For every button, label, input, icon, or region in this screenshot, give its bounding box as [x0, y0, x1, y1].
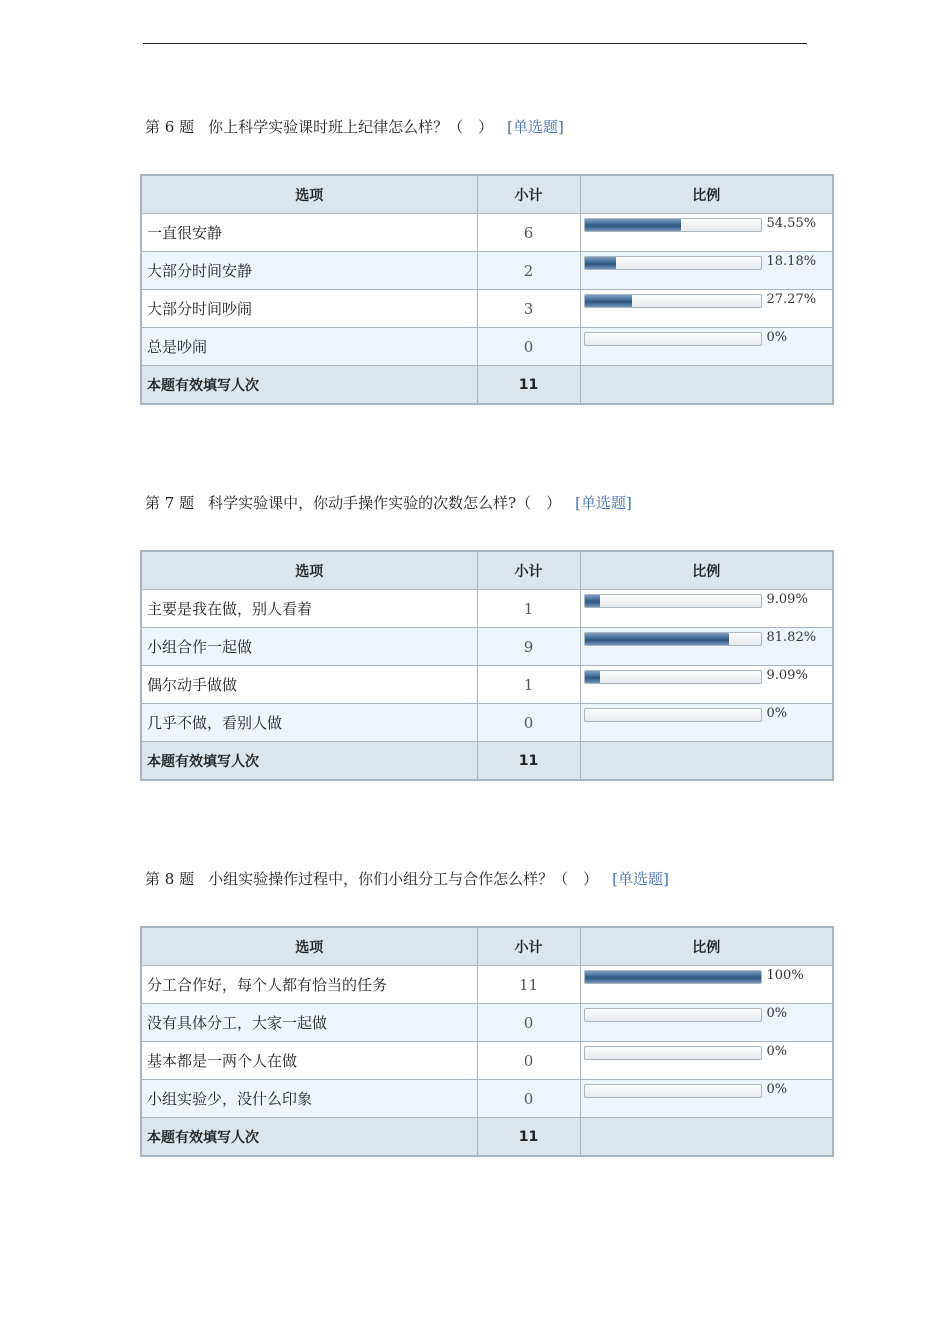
ratio-bar — [584, 294, 762, 308]
ratio-bar — [584, 632, 762, 646]
question-block — [140, 492, 834, 770]
table-header-row — [141, 551, 833, 590]
total-count: 11 — [477, 366, 580, 405]
option-label: 分工合作好，每个人都有恰当的任务 — [141, 966, 477, 1004]
option-label: 大部分时间吵闹 — [141, 290, 477, 328]
table-row — [141, 252, 833, 290]
ratio-bar — [584, 1084, 762, 1098]
ratio-cell — [580, 666, 833, 704]
total-row — [141, 742, 833, 781]
ratio-bar-fill — [585, 295, 633, 307]
header-ratio: 比例 — [580, 927, 833, 966]
ratio-bar — [584, 594, 762, 608]
results-table — [140, 550, 834, 781]
ratio-percent: 0% — [766, 330, 788, 345]
total-empty-cell — [580, 742, 833, 781]
header-ratio: 比例 — [580, 175, 833, 214]
header-count: 小计 — [477, 551, 580, 590]
option-label: 大部分时间安静 — [141, 252, 477, 290]
ratio-bar-fill — [585, 257, 617, 269]
option-count: 0 — [477, 1042, 580, 1080]
ratio-cell — [580, 1080, 833, 1118]
ratio-bar-fill — [585, 971, 761, 983]
option-label: 小组合作一起做 — [141, 628, 477, 666]
results-table — [140, 174, 834, 405]
total-label: 本题有效填写人次 — [141, 742, 477, 781]
ratio-bar-fill — [585, 671, 601, 683]
question-text: 你上科学实验课时班上纪律怎么样？（ ） — [208, 118, 494, 136]
question-block — [140, 868, 834, 1146]
table-row — [141, 704, 833, 742]
option-label: 主要是我在做，别人看着 — [141, 590, 477, 628]
table-row — [141, 966, 833, 1004]
ratio-bar — [584, 332, 762, 346]
ratio-cell — [580, 214, 833, 252]
question-text: 科学实验课中，你动手操作实验的次数怎么样?（ ） — [208, 494, 562, 512]
header-ratio: 比例 — [580, 551, 833, 590]
ratio-bar-fill — [585, 633, 729, 645]
ratio-percent: 0% — [766, 1006, 788, 1021]
ratio-bar-fill — [585, 595, 601, 607]
table-row — [141, 666, 833, 704]
ratio-bar — [584, 670, 762, 684]
question-type-link[interactable]: [单选题] — [507, 118, 564, 136]
question-title — [140, 868, 834, 890]
ratio-percent: 18.18% — [766, 254, 817, 269]
question-block — [140, 116, 834, 394]
top-divider — [143, 43, 807, 44]
ratio-cell — [580, 628, 833, 666]
table-row — [141, 628, 833, 666]
ratio-percent: 27.27% — [766, 292, 817, 307]
option-count: 11 — [477, 966, 580, 1004]
option-label: 偶尔动手做做 — [141, 666, 477, 704]
ratio-percent: 100% — [766, 968, 804, 983]
ratio-bar — [584, 708, 762, 722]
ratio-percent: 9.09% — [766, 592, 808, 607]
question-title — [140, 116, 834, 138]
table-row — [141, 1004, 833, 1042]
question-text: 小组实验操作过程中，你们小组分工与合作怎么样？（ ） — [208, 870, 599, 888]
header-option: 选项 — [141, 551, 477, 590]
ratio-cell — [580, 252, 833, 290]
ratio-cell — [580, 1004, 833, 1042]
option-count: 2 — [477, 252, 580, 290]
question-title — [140, 492, 834, 514]
ratio-cell — [580, 966, 833, 1004]
table-row — [141, 590, 833, 628]
ratio-percent: 9.09% — [766, 668, 808, 683]
option-count: 0 — [477, 1004, 580, 1042]
table-header-row — [141, 927, 833, 966]
option-label: 总是吵闹 — [141, 328, 477, 366]
option-label: 基本都是一两个人在做 — [141, 1042, 477, 1080]
option-count: 0 — [477, 328, 580, 366]
table-row — [141, 290, 833, 328]
option-label: 没有具体分工，大家一起做 — [141, 1004, 477, 1042]
ratio-percent: 81.82% — [766, 630, 817, 645]
ratio-percent: 0% — [766, 1044, 788, 1059]
table-row — [141, 328, 833, 366]
ratio-percent: 0% — [766, 1082, 788, 1097]
option-count: 3 — [477, 290, 580, 328]
ratio-bar — [584, 970, 762, 984]
total-empty-cell — [580, 366, 833, 405]
table-header-row — [141, 175, 833, 214]
header-count: 小计 — [477, 927, 580, 966]
option-label: 几乎不做，看别人做 — [141, 704, 477, 742]
question-type-link[interactable]: [单选题] — [575, 494, 632, 512]
ratio-cell — [580, 290, 833, 328]
ratio-cell — [580, 1042, 833, 1080]
ratio-cell — [580, 328, 833, 366]
header-count: 小计 — [477, 175, 580, 214]
option-count: 0 — [477, 704, 580, 742]
ratio-percent: 0% — [766, 706, 788, 721]
ratio-bar — [584, 1008, 762, 1022]
total-count: 11 — [477, 742, 580, 781]
option-count: 1 — [477, 590, 580, 628]
ratio-percent: 54.55% — [766, 216, 817, 231]
question-type-link[interactable]: [单选题] — [612, 870, 669, 888]
ratio-cell — [580, 590, 833, 628]
option-count: 0 — [477, 1080, 580, 1118]
total-label: 本题有效填写人次 — [141, 1118, 477, 1157]
question-number: 第 7 题 — [145, 494, 195, 512]
header-option: 选项 — [141, 175, 477, 214]
table-row — [141, 214, 833, 252]
ratio-bar — [584, 218, 762, 232]
option-count: 9 — [477, 628, 580, 666]
option-count: 1 — [477, 666, 580, 704]
header-option: 选项 — [141, 927, 477, 966]
results-table — [140, 926, 834, 1157]
table-row — [141, 1080, 833, 1118]
option-label: 一直很安静 — [141, 214, 477, 252]
option-count: 6 — [477, 214, 580, 252]
ratio-bar-fill — [585, 219, 681, 231]
ratio-cell — [580, 704, 833, 742]
total-label: 本题有效填写人次 — [141, 366, 477, 405]
option-label: 小组实验少，没什么印象 — [141, 1080, 477, 1118]
question-number: 第 6 题 — [145, 118, 195, 136]
question-number: 第 8 题 — [145, 870, 195, 888]
total-count: 11 — [477, 1118, 580, 1157]
table-row — [141, 1042, 833, 1080]
total-row — [141, 366, 833, 405]
ratio-bar — [584, 256, 762, 270]
ratio-bar — [584, 1046, 762, 1060]
total-empty-cell — [580, 1118, 833, 1157]
total-row — [141, 1118, 833, 1157]
